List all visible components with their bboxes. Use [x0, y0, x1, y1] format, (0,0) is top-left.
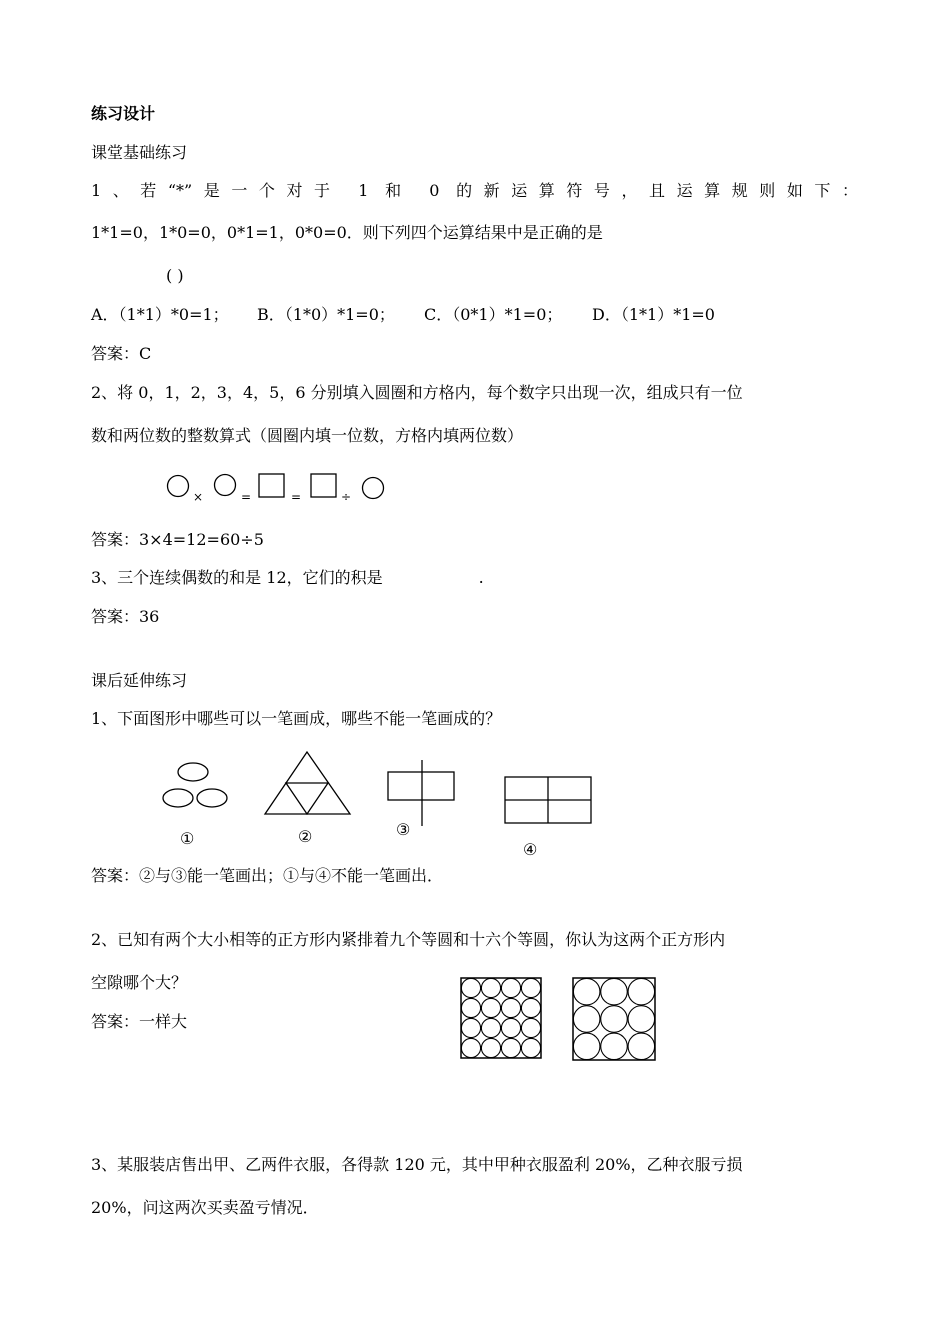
e3-line2: 20%，问这两次买卖盈亏情况．	[91, 1198, 319, 1217]
packed-circle	[573, 1006, 600, 1033]
q3-period: .	[478, 568, 484, 587]
packed-circle	[501, 1038, 520, 1057]
packed-circle	[501, 998, 520, 1017]
packed-circle	[601, 978, 628, 1005]
figure-label-3: ③	[396, 820, 411, 839]
packed-circle	[501, 978, 520, 997]
q3-answer: 答案：36	[91, 607, 160, 626]
q1-line1: 1、若“*”是一个对于 1 和 0 的新运算符号，且运算规则如下：	[91, 181, 858, 200]
packed-circle	[461, 1018, 480, 1037]
e1-answer: 答案：②与③能一笔画出；①与④不能一笔画出．	[91, 866, 444, 885]
q1-option-d: D．（1*1）*1=0	[592, 305, 715, 324]
packed-circle	[628, 978, 655, 1005]
packed-circle	[521, 998, 540, 1017]
figure-label-2: ②	[298, 827, 313, 846]
packed-circle	[521, 1038, 540, 1057]
packed-circle	[501, 1018, 520, 1037]
page-title: 练习设计	[91, 104, 156, 123]
square-nine-circles	[572, 977, 658, 1063]
packed-circle	[628, 1006, 655, 1033]
equals-sign-2: =	[291, 490, 302, 504]
q1-option-c: C．（0*1）*1=0；	[424, 305, 563, 324]
q3-question: 3、三个连续偶数的和是 12，它们的积是	[91, 568, 383, 587]
times-sign: ×	[193, 490, 204, 504]
packed-circle	[601, 1033, 628, 1060]
e2-line2: 空隙哪个大？	[91, 973, 188, 992]
equals-sign-1: =	[241, 490, 252, 504]
packed-circle	[601, 1006, 628, 1033]
figure-triangle	[262, 748, 362, 818]
packed-circle	[521, 1018, 540, 1037]
q2-answer: 答案：3×4=12=60÷5	[91, 530, 264, 549]
q3-text	[91, 568, 484, 588]
q1-answer-paren: ( )	[166, 266, 184, 285]
circle-blank-1	[168, 476, 189, 497]
q1-line2: 1*1=0，1*0=0，0*1=1，0*0=0．则下列四个运算结果中是正确的是	[91, 223, 603, 242]
circle-blank-3	[363, 478, 384, 499]
q1-option-a: A．（1*1）*0=1；	[91, 305, 229, 324]
packed-circle	[481, 1018, 500, 1037]
packed-circle	[461, 1038, 480, 1057]
figure-label-4: ④	[523, 840, 538, 859]
figure-four-rects	[502, 774, 602, 830]
figure-three-ellipses	[158, 760, 238, 820]
q1-answer: 答案：C	[91, 344, 152, 363]
packed-circle	[461, 978, 480, 997]
e1-question: 1、下面图形中哪些可以一笔画成，哪些不能一笔画成的？	[91, 709, 502, 728]
e2-answer: 答案：一样大	[91, 1012, 188, 1031]
packed-circle	[481, 998, 500, 1017]
divide-sign: ÷	[341, 490, 352, 504]
packed-circle	[481, 978, 500, 997]
packed-circle	[521, 978, 540, 997]
square-blank-2	[311, 474, 336, 497]
packed-circle	[461, 998, 480, 1017]
square-blank-1	[259, 474, 284, 497]
square-sixteen-circles	[460, 977, 544, 1061]
packed-circle	[573, 978, 600, 1005]
packed-circle	[628, 1033, 655, 1060]
q1-option-b: B．（1*0）*1=0；	[257, 305, 395, 324]
packed-circle	[481, 1038, 500, 1057]
figure-rect-line	[385, 758, 465, 828]
circle-blank-2	[215, 475, 236, 496]
section-heading-basic: 课堂基础练习	[91, 143, 188, 162]
q2-line2: 数和两位数的整数算式（圆圈内填一位数，方格内填两位数）	[91, 426, 524, 445]
e2-line1: 2、已知有两个大小相等的正方形内紧排着九个等圆和十六个等圆，你认为这两个正方形内	[91, 930, 726, 949]
section-heading-extended: 课后延伸练习	[91, 671, 188, 690]
figure-label-1: ①	[180, 829, 195, 848]
q2-line1: 2、将 0，1，2，3，4，5，6 分别填入圆圈和方格内，每个数字只出现一次，组成只有一位	[91, 383, 743, 402]
e3-line1: 3、某服装店售出甲、乙两件衣服，各得款 120 元，其中甲种衣服盈利 20%，乙种衣服亏损	[91, 1155, 743, 1174]
packed-circle	[573, 1033, 600, 1060]
